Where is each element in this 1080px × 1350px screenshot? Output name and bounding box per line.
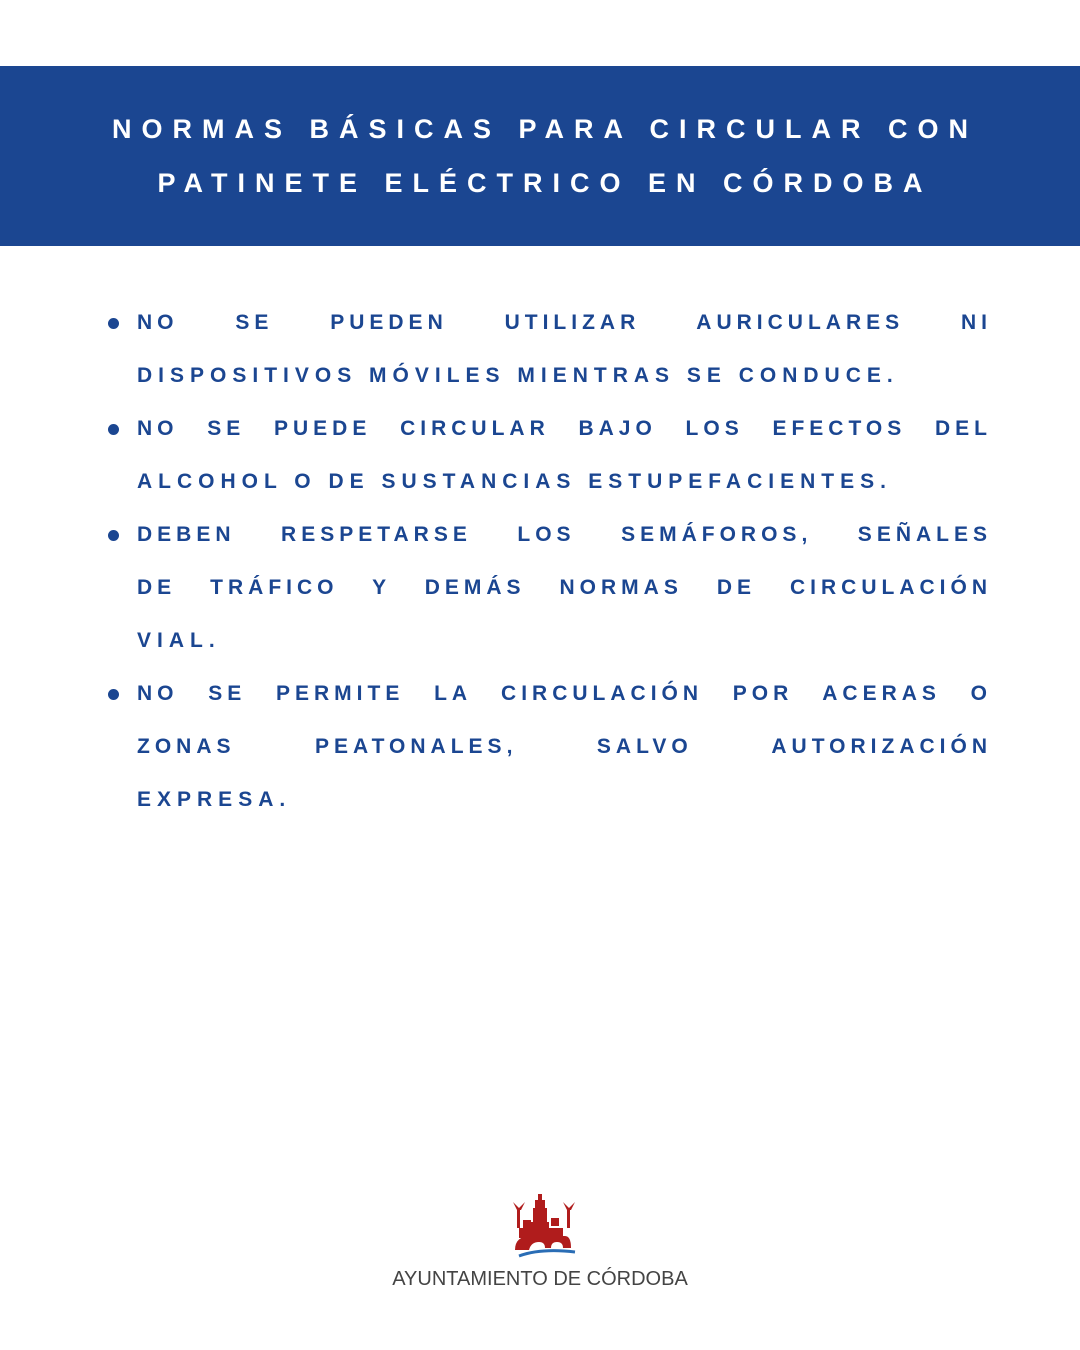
- rule-1-line: [137, 308, 992, 361]
- rule-2-line: [137, 467, 992, 520]
- logo-text: AYUNTAMIENTO DE CÓRDOBA: [392, 1268, 688, 1290]
- rule-2-line: [137, 414, 992, 467]
- rule-text: NO SE PUEDEN UTILIZAR AURICULARES NI: [137, 311, 992, 334]
- bullet-icon: [108, 689, 119, 700]
- rule-text: EXPRESA.: [137, 788, 292, 811]
- rule-4-line: [137, 732, 992, 785]
- rule-text: ZONAS PEATONALES, SALVO AUTORIZACIÓN: [137, 735, 992, 758]
- logo-caption: [0, 1268, 1080, 1291]
- title-line-1: [0, 112, 1080, 146]
- title-text: NORMAS BÁSICAS PARA CIRCULAR CON: [112, 114, 978, 144]
- rule-text: DISPOSITIVOS MÓVILES MIENTRAS SE CONDUCE.: [137, 364, 899, 387]
- rule-3-line: [137, 573, 992, 626]
- rule-1-line: [137, 361, 992, 414]
- title-banner: [0, 66, 1080, 246]
- city-coat-of-arms-logo: [505, 1192, 577, 1260]
- rule-3-line: [137, 626, 992, 679]
- bullet-icon: [108, 424, 119, 435]
- rule-text: NO SE PERMITE LA CIRCULACIÓN POR ACERAS O: [137, 682, 992, 705]
- rule-4-line: [137, 679, 992, 732]
- bullet-icon: [108, 318, 119, 329]
- rule-3-line: [137, 520, 992, 573]
- rule-text: NO SE PUEDE CIRCULAR BAJO LOS EFECTOS DEL: [137, 417, 992, 440]
- title-text: PATINETE ELÉCTRICO EN CÓRDOBA: [157, 168, 933, 198]
- rule-text: DE TRÁFICO Y DEMÁS NORMAS DE CIRCULACIÓN: [137, 576, 992, 599]
- rule-text: VIAL.: [137, 629, 221, 652]
- rule-text: DEBEN RESPETARSE LOS SEMÁFOROS, SEÑALES: [137, 523, 992, 546]
- rule-4-line: [137, 785, 992, 838]
- bullet-icon: [108, 530, 119, 541]
- title-line-2: [0, 166, 1080, 200]
- rule-text: ALCOHOL O DE SUSTANCIAS ESTUPEFACIENTES.: [137, 470, 892, 493]
